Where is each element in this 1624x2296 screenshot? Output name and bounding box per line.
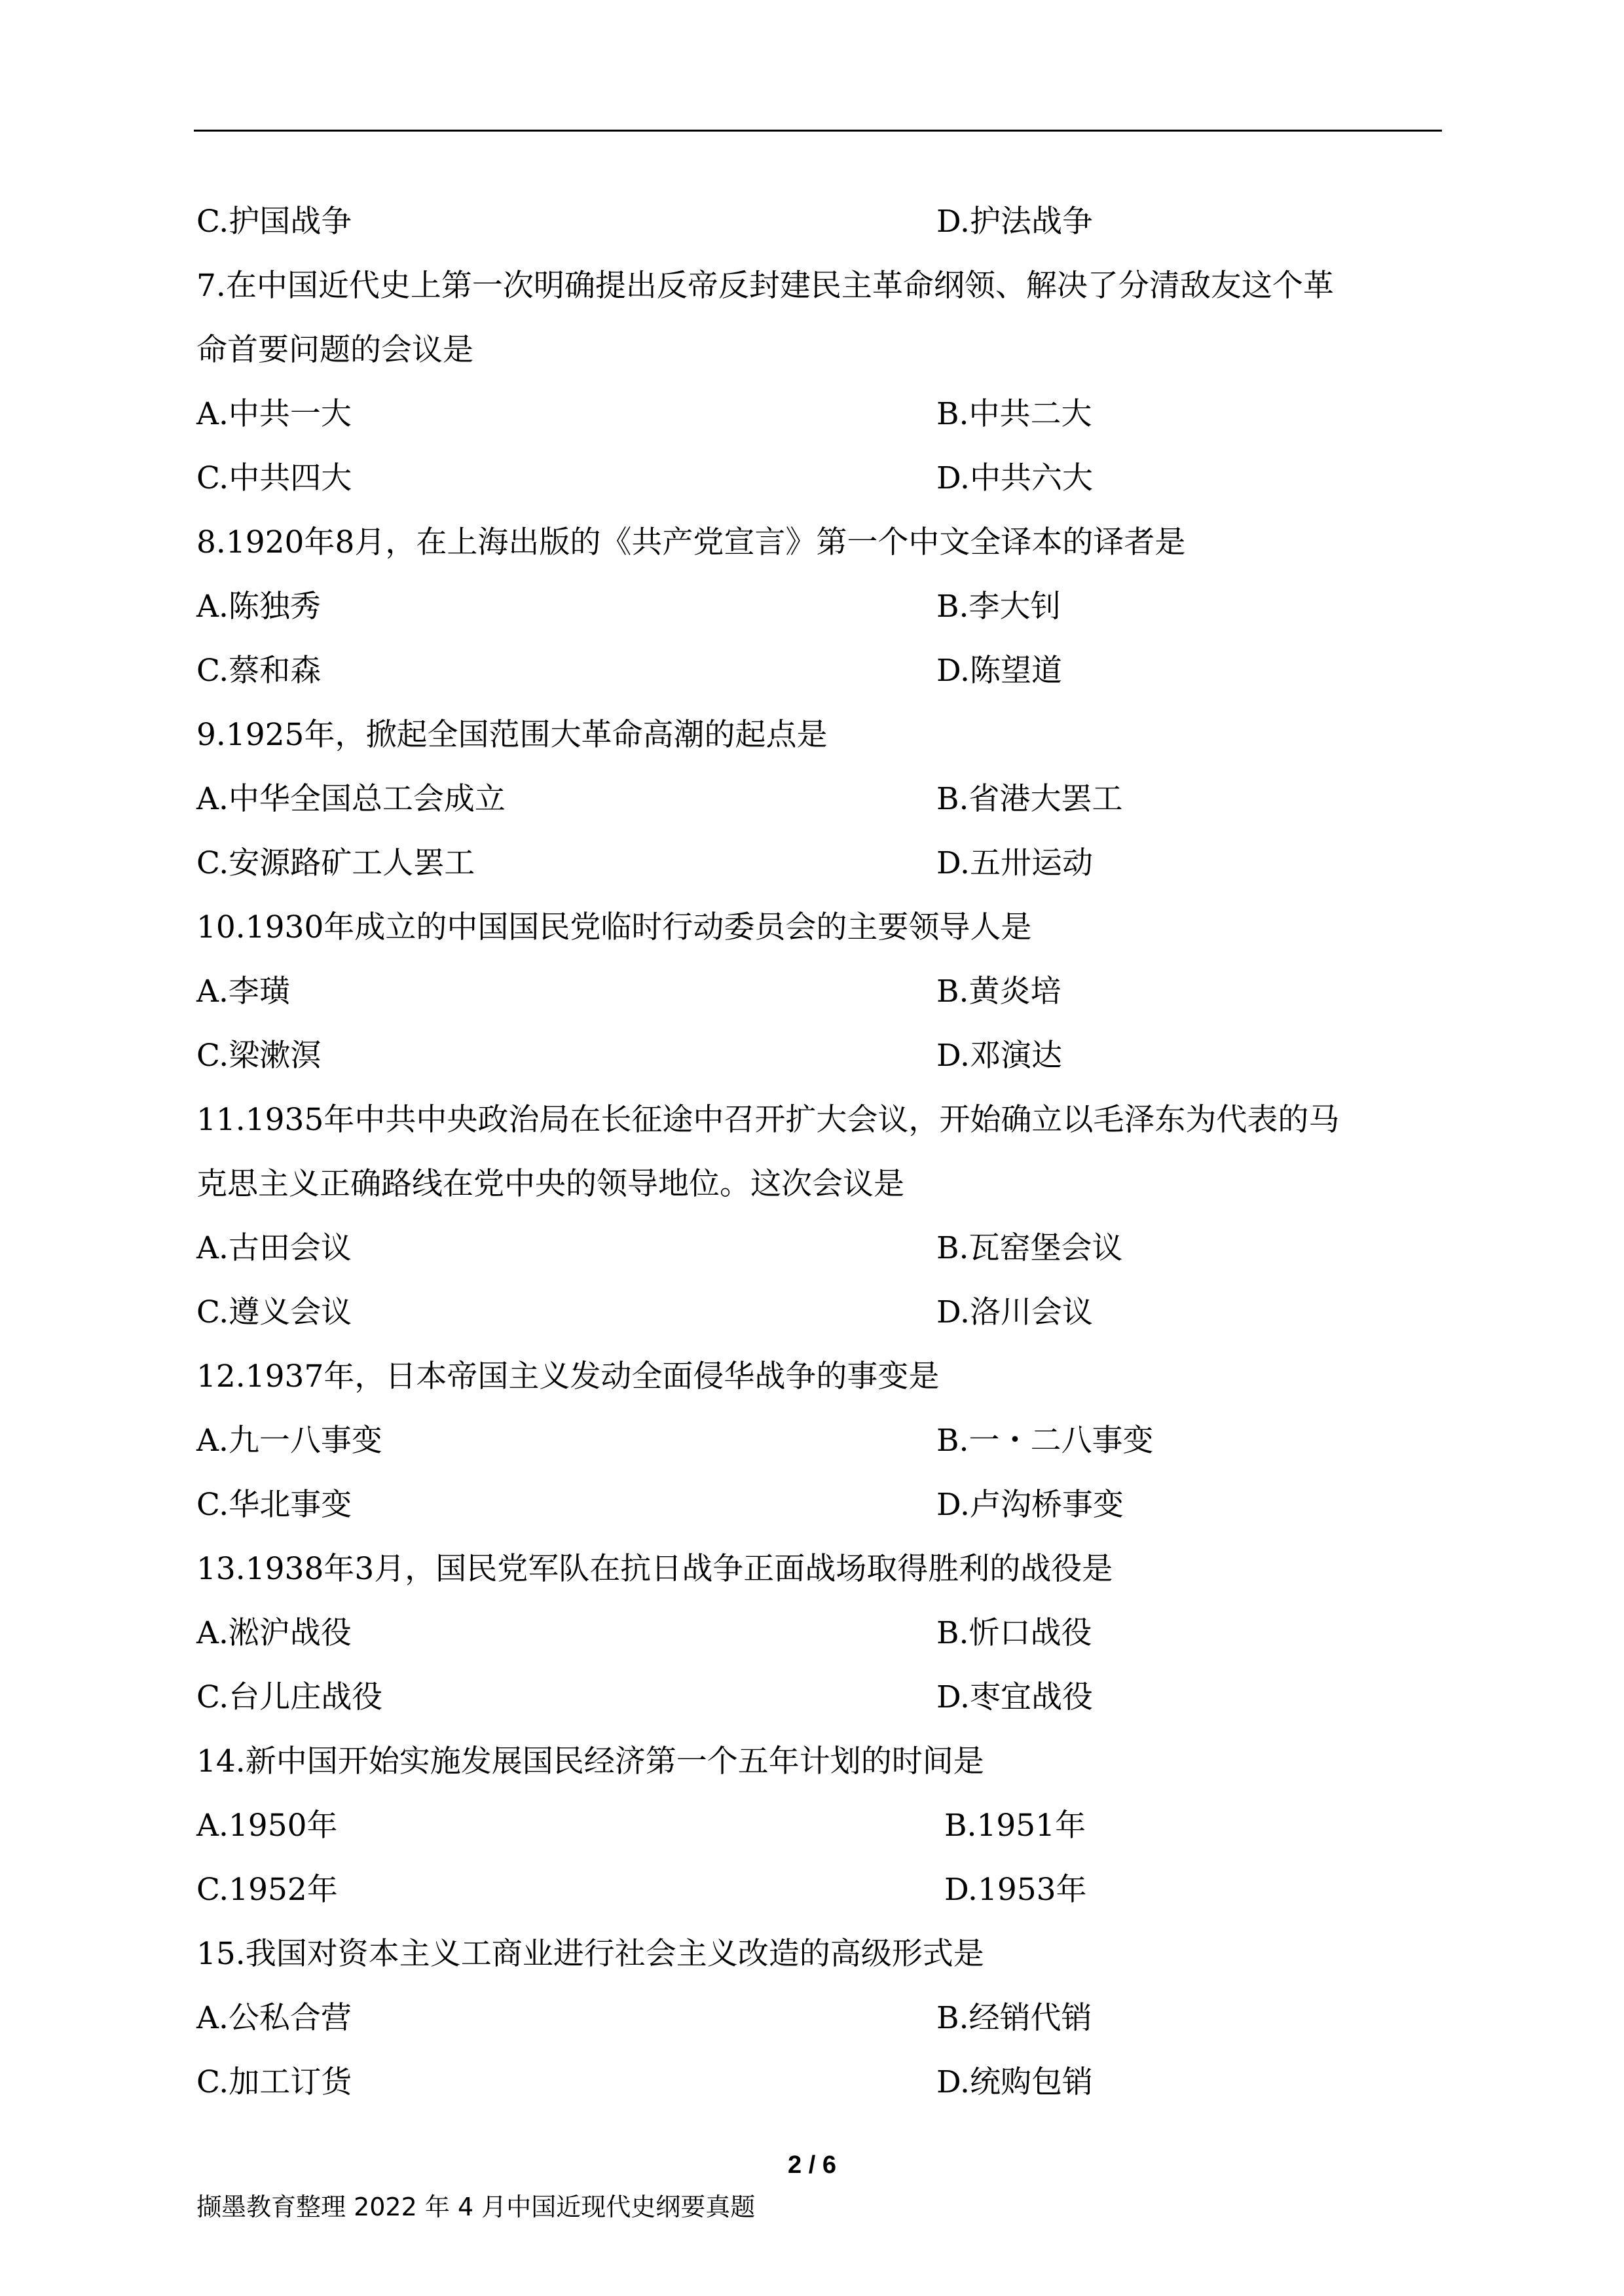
option-b: B.经销代销	[936, 2000, 1092, 2036]
question-11-stem-cont: 克思主义正确路线在党中央的领导地位。这次会议是	[196, 1166, 904, 1202]
option-d: D.卢沟桥事变	[936, 1487, 1124, 1523]
option-row	[196, 767, 1441, 831]
option-row	[196, 1986, 1441, 2050]
option-a: A.九一八事变	[196, 1423, 382, 1459]
option-b: B.忻口战役	[936, 1615, 1092, 1651]
option-a: A.公私合营	[196, 2000, 352, 2036]
option-c: C.遵义会议	[196, 1294, 352, 1330]
option-b: B.省港大罢工	[936, 781, 1123, 817]
option-row	[196, 1409, 1441, 1473]
option-row	[196, 1024, 1441, 1088]
option-d: D.统购包销	[936, 2064, 1093, 2100]
question-15-stem: 15.我国对资本主义工商业进行社会主义改造的高级形式是	[196, 1936, 984, 1972]
option-d: D.枣宜战役	[936, 1679, 1093, 1715]
question-14-stem: 14.新中国开始实施发展国民经济第一个五年计划的时间是	[196, 1743, 984, 1779]
header-rule	[194, 130, 1442, 132]
option-row	[196, 639, 1441, 703]
option-d: D.邓演达	[936, 1038, 1062, 1074]
option-d: D.洛川会议	[936, 1294, 1093, 1330]
exam-content	[196, 190, 1441, 2115]
option-row	[196, 1601, 1441, 1666]
question-8-stem: 8.1920年8月，在上海出版的《共产党宣言》第一个中文全译本的译者是	[196, 524, 1186, 560]
option-d: D.中共六大	[936, 460, 1093, 496]
option-row	[196, 382, 1441, 446]
option-d: D.1953年	[944, 1872, 1087, 1908]
question-7-stem-cont: 命首要问题的会议是	[196, 332, 473, 368]
option-c: C.1952年	[196, 1872, 338, 1908]
option-a: A.中共一大	[196, 396, 352, 432]
option-row	[196, 1794, 1441, 1858]
option-row	[196, 1473, 1441, 1537]
option-a: A.淞沪战役	[196, 1615, 352, 1651]
option-row	[196, 446, 1441, 511]
option-c: C.护国战争	[196, 204, 352, 240]
option-a: A.中华全国总工会成立	[196, 781, 506, 817]
option-row	[196, 2050, 1441, 2115]
option-row	[196, 1858, 1441, 1922]
option-a: A.古田会议	[196, 1230, 352, 1266]
question-9-stem: 9.1925年，掀起全国范围大革命高潮的起点是	[196, 717, 828, 753]
page-number: 2 / 6	[788, 2151, 836, 2179]
option-c: C.华北事变	[196, 1487, 352, 1523]
option-a: A.李璜	[196, 974, 290, 1010]
option-row	[196, 960, 1441, 1024]
option-row	[196, 190, 1441, 254]
option-b: B.瓦窑堡会议	[936, 1230, 1123, 1266]
question-10-stem: 10.1930年成立的中国国民党临时行动委员会的主要领导人是	[196, 909, 1032, 945]
option-c: C.中共四大	[196, 460, 352, 496]
option-b: B.一・二八事变	[936, 1423, 1154, 1459]
option-c: C.加工订货	[196, 2064, 352, 2100]
option-c: C.梁漱溟	[196, 1038, 322, 1074]
question-12-stem: 12.1937年，日本帝国主义发动全面侵华战争的事变是	[196, 1358, 940, 1394]
option-d: D.陈望道	[936, 653, 1062, 689]
footer-note: 撷墨教育整理 2022 年 4 月中国近现代史纲要真题	[196, 2193, 756, 2221]
question-7-stem: 7.在中国近代史上第一次明确提出反帝反封建民主革命纲领、解决了分清敌友这个革	[196, 268, 1334, 304]
option-row	[196, 1666, 1441, 1730]
option-c: C.蔡和森	[196, 653, 322, 689]
question-11-stem: 11.1935年中共中央政治局在长征途中召开扩大会议，开始确立以毛泽东为代表的马	[196, 1102, 1340, 1138]
option-row	[196, 1216, 1441, 1281]
option-row	[196, 575, 1441, 639]
option-c: C.安源路矿工人罢工	[196, 845, 475, 881]
option-row	[196, 1281, 1441, 1345]
option-row	[196, 831, 1441, 896]
question-13-stem: 13.1938年3月，国民党军队在抗日战争正面战场取得胜利的战役是	[196, 1551, 1113, 1587]
option-a: A.1950年	[196, 1808, 338, 1844]
option-c: C.台儿庄战役	[196, 1679, 383, 1715]
option-d: D.五卅运动	[936, 845, 1093, 881]
option-b: B.李大钊	[936, 589, 1061, 625]
option-b: B.黄炎培	[936, 974, 1061, 1010]
option-d: D.护法战争	[936, 204, 1093, 240]
option-b: B.中共二大	[936, 396, 1092, 432]
option-b: B.1951年	[944, 1808, 1086, 1844]
option-a: A.陈独秀	[196, 589, 321, 625]
